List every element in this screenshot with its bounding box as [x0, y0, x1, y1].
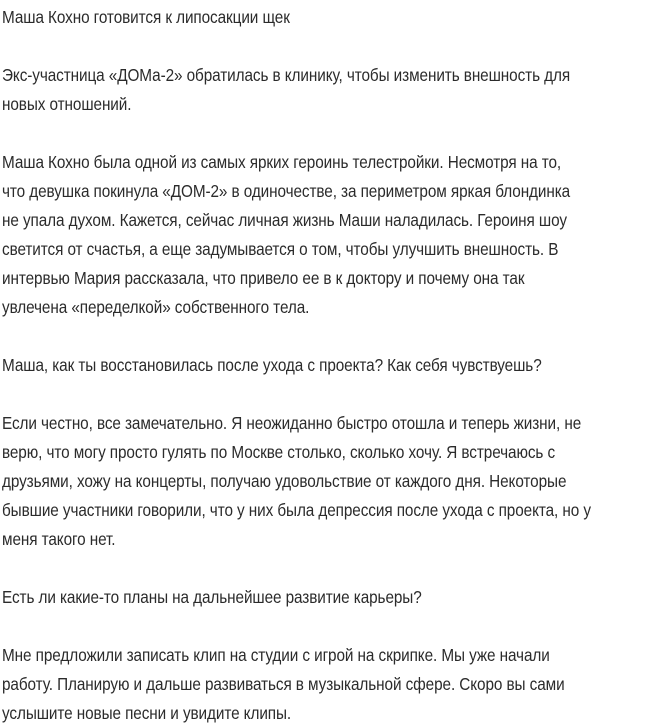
lead-line: новых отношений. [2, 94, 132, 114]
answer-line: Если честно, все замечательно. Я неожиданно быстро отошла и теперь жизни, не [2, 413, 582, 433]
intro-line: увлечена «переделкой» собственного тела. [2, 297, 310, 317]
title-line: Маша Кохно готовится к липосакции щек [2, 7, 290, 27]
intro-line: Маша Кохно была одной из самых ярких героинь телестройки. Несмотря на то, [2, 152, 562, 172]
answer-line: меня такого нет. [2, 529, 116, 549]
article-lead [2, 61, 667, 119]
lead-line: Экс-участница «ДОМа-2» обратилась в клинику, чтобы изменить внешность для [2, 65, 571, 85]
article-intro [2, 148, 667, 322]
intro-line: не упала духом. Кажется, сейчас личная жизнь Маши наладилась. Героиня шоу [2, 210, 567, 230]
answer-line: услышите новые песни и увидите клипы. [2, 703, 292, 723]
interview-answer-2 [2, 641, 667, 728]
question-line: Есть ли какие-то планы на дальнейшее развитие карьеры? [2, 587, 422, 607]
intro-line: светится от счастья, а еще задумывается о том, чтобы улучшить внешность. В [2, 239, 559, 259]
interview-question-2 [2, 583, 667, 612]
answer-line: Мне предложили записать клип на студии с игрой на скрипке. Мы уже начали [2, 645, 550, 665]
article-body [2, 0, 667, 728]
intro-line: что девушка покинула «ДОМ-2» в одиночестве, за периметром яркая блондинка [2, 181, 571, 201]
interview-answer-1 [2, 409, 667, 554]
answer-line: верю, что могу просто гулять по Москве столько, сколько хочу. Я встречаюсь с [2, 442, 556, 462]
answer-line: друзьями, хожу на концерты, получаю удовольствие от каждого дня. Некоторые [2, 471, 567, 491]
question-line: Маша, как ты восстановилась после ухода с проекта? Как себя чувствуешь? [2, 355, 542, 375]
intro-line: интервью Мария рассказала, что привело ее в к доктору и почему она так [2, 268, 525, 288]
answer-line: бывшие участники говорили, что у них была депрессия после ухода с проекта, но у [2, 500, 591, 520]
answer-line: работу. Планирую и дальше развиваться в музыкальной сфере. Скоро вы сами [2, 674, 565, 694]
interview-question-1 [2, 351, 667, 380]
article-title [2, 3, 667, 32]
